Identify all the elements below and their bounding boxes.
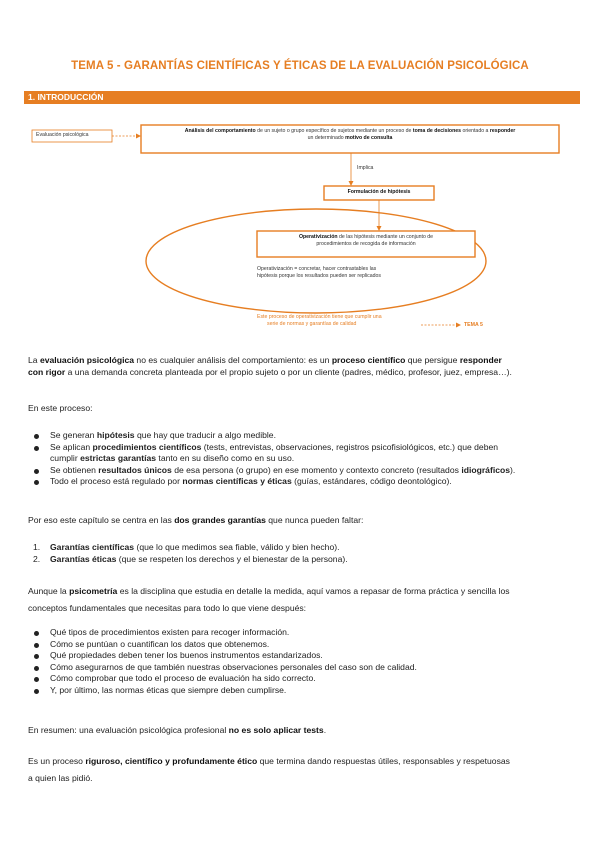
box-hypothesis-text: Formulación de hipótesis — [347, 189, 411, 195]
list-item: Se aplican procedimientos científicos (tests, entrevistas, observaciones, registros psicofisiológicos, etc.) que deben cumplir estrictas garantías tanto en su diseño como en su uso. — [28, 442, 576, 465]
closing-paragraph: Es un proceso riguroso, científico y profundamente ético que termina dando respuestas útiles, responsables y respetuosas a quien las pidió. — [28, 756, 510, 783]
ellipse-operativization — [146, 209, 486, 313]
section-header: 1. INTRODUCCIÓN — [24, 91, 580, 104]
list-item: Qué tipos de procedimientos existen para recoger información. — [28, 627, 576, 639]
intro-paragraph: La evaluación psicológica no es cualquier análisis del comportamiento: es un proceso científico que persigue responder con rigor a una demanda concreta planteada por el propio sujeto o por un cliente (padres, médico, profesor, juez, empresa…). — [28, 355, 512, 377]
box-analysis-text: Análisis del comportamiento de un sujeto o grupo específico de sujetos mediante un proceso de toma de decisiones orientado a responder un determinado motivo de consulta — [184, 128, 516, 141]
list-item: Cómo se puntúan o cuantifican los datos que obtenemos. — [28, 639, 576, 651]
start-label: Evaluación psicológica — [36, 132, 89, 138]
concept-bullet-list — [28, 627, 576, 696]
quality-note: Este proceso de operativización tiene que cumplir una serie de normas y garantías de calidad — [257, 314, 382, 327]
list-item: Se obtienen resultados únicos de esa persona (o grupo) en ese momento y contexto concreto (resultados idiográficos). — [28, 465, 576, 477]
arrowhead-1 — [349, 181, 354, 186]
list-item: 1. Garantías científicas (que lo que medimos sea fiable, válido y bien hecho). — [33, 542, 340, 552]
process-lead: En este proceso: — [28, 403, 93, 413]
arrowhead-2 — [377, 226, 382, 231]
diagram-shapes — [24, 111, 580, 343]
psychometry-paragraph: Aunque la psicometría es la disciplina que estudia en detalle la medida, aquí vamos a repasar de forma práctica y sencilla los conceptos fundamentales que necesitas para todo lo que viene después: — [28, 586, 510, 613]
process-diagram — [24, 111, 580, 343]
process-bullet-list — [28, 430, 576, 488]
guarantees-list — [28, 541, 576, 565]
start-arrowhead — [136, 134, 141, 139]
page-title: TEMA 5 - GARANTÍAS CIENTÍFICAS Y ÉTICAS DE LA EVALUACIÓN PSICOLÓGICA — [71, 60, 529, 72]
focus-paragraph: Por eso este capítulo se centra en las dos grandes garantías que nunca pueden faltar: — [28, 515, 364, 525]
list-item: Se generan hipótesis que hay que traducir a algo medible. — [28, 430, 576, 442]
list-item: 2. Garantías éticas (que se respeten los derechos y el bienestar de la persona). — [33, 554, 348, 564]
list-item: Cómo comprobar que todo el proceso de evaluación ha sido correcto. — [28, 673, 576, 685]
list-item: Todo el proceso está regulado por normas científicas y éticas (guías, estándares, código deontológico). — [28, 476, 576, 488]
ellipse-text: Operativización = concretar, hacer contrastables las hipótesis porque los resultados pueden ser replicados — [257, 266, 382, 279]
list-item: Qué propiedades deben tener los buenos instrumentos estandarizados. — [28, 650, 576, 662]
tema-label: TEMA 5 — [464, 322, 483, 328]
implica-label: Implica — [357, 165, 374, 171]
summary-paragraph: En resumen: una evaluación psicológica profesional no es solo aplicar tests. — [28, 725, 327, 735]
list-item: Cómo asegurarnos de que también nuestras observaciones personales del caso son de calidad. — [28, 662, 576, 674]
tema-arrowhead — [456, 323, 461, 328]
box-operativization-text: Operativización de las hipótesis mediante un conjunto de procedimientos de recogida de información — [298, 234, 434, 247]
list-item: Y, por último, las normas éticas que siempre deben cumplirse. — [28, 685, 576, 697]
